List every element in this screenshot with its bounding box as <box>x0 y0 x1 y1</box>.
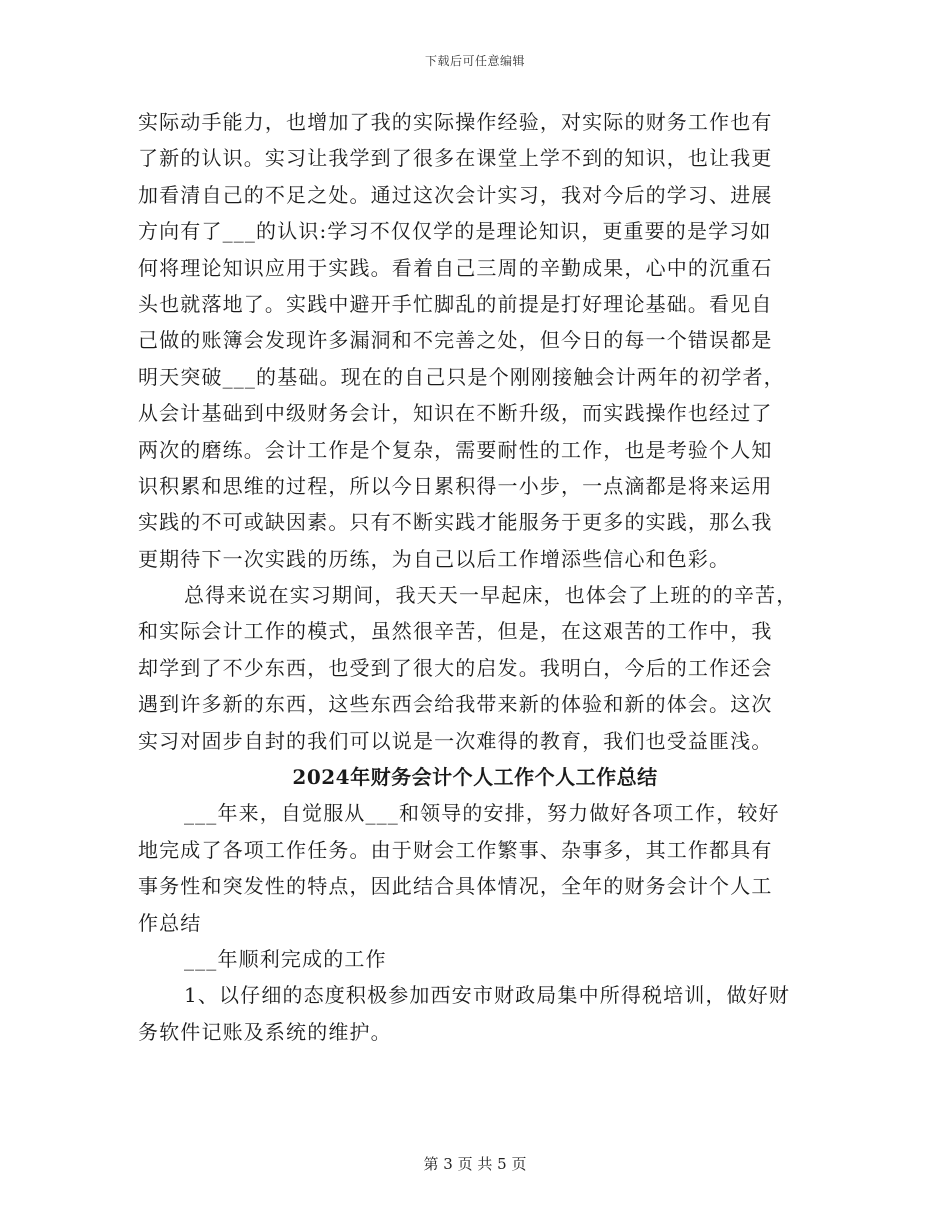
page-number: 第 3 页 共 5 页 <box>423 1155 527 1173</box>
paragraph-line: 了新的认识。实习让我学到了很多在课堂上学不到的知识，也让我更 <box>138 146 773 171</box>
paragraph-line: 实习对固步自封的我们可以说是一次难得的教育，我们也受益匪浅。 <box>138 728 773 753</box>
paragraph-line: 事务性和突发性的特点，因此结合具体情况，全年的财务会计个人工 <box>138 874 773 899</box>
paragraph-line: 己做的账簿会发现许多漏洞和不完善之处，但今日的每一个错误都是 <box>138 328 773 353</box>
paragraph-line: 方向有了___的认识:学习不仅仅学的是理论知识，更重要的是学习如 <box>138 219 772 244</box>
paragraph-line: 两次的磨练。会计工作是个复杂，需要耐性的工作，也是考验个人知 <box>138 437 773 462</box>
paragraph-line: 明天突破___的基础。现在的自己只是个刚刚接触会计两年的初学者， <box>138 364 785 389</box>
paragraph-line: 识积累和思维的过程，所以今日累积得一小步，一点滴都是将来运用 <box>138 473 773 498</box>
section-title: 2024年财务会计个人工作个人工作总结 <box>292 765 658 790</box>
paragraph-line: 作总结 <box>138 910 202 935</box>
paragraph-line: 遇到许多新的东西，这些东西会给我带来新的体验和新的体会。这次 <box>138 692 773 717</box>
list-item-line: 务软件记账及系统的维护。 <box>138 1019 392 1044</box>
paragraph-line: 地完成了各项工作任务。由于财会工作繁事、杂事多，其工作都具有 <box>138 837 773 862</box>
paragraph-line: 何将理论知识应用于实践。看着自己三周的辛勤成果，心中的沉重石 <box>138 255 773 280</box>
paragraph-line: 总得来说在实习期间，我天天一早起床，也体会了上班的的辛苦， <box>184 583 798 608</box>
list-item-line: 1、以仔细的态度积极参加西安市财政局集中所得税培训，做好财 <box>184 983 791 1008</box>
subheading-line: ___年顺利完成的工作 <box>184 946 387 971</box>
paragraph-line: ___年来，自觉服从___和领导的安排，努力做好各项工作，较好 <box>184 801 780 826</box>
paragraph-line: 实践的不可或缺因素。只有不断实践才能服务于更多的实践，那么我 <box>138 510 773 535</box>
paragraph-line: 却学到了不少东西，也受到了很大的启发。我明白，今后的工作还会 <box>138 655 773 680</box>
page-header: 下载后可任意编辑 <box>424 54 525 68</box>
paragraph-line: 更期待下一次实践的历练，为自己以后工作增添些信心和色彩。 <box>138 546 731 571</box>
paragraph-line: 头也就落地了。实践中避开手忙脚乱的前提是打好理论基础。看见自 <box>138 291 773 316</box>
paragraph-line: 实际动手能力，也增加了我的实际操作经验，对实际的财务工作也有 <box>138 110 773 134</box>
document-body <box>138 104 812 1050</box>
paragraph-line: 从会计基础到中级财务会计，知识在不断升级，而实践操作也经过了 <box>138 401 773 426</box>
paragraph-line: 和实际会计工作的模式，虽然很辛苦，但是，在这艰苦的工作中，我 <box>138 619 773 644</box>
paragraph-line: 加看清自己的不足之处。通过这次会计实习，我对今后的学习、进展 <box>138 182 773 207</box>
